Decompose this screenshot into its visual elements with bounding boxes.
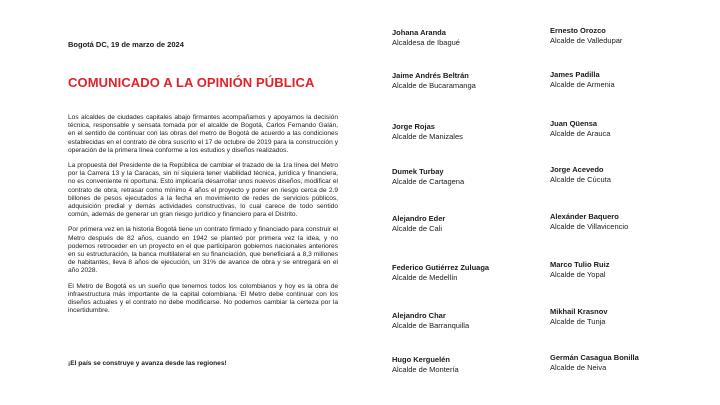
signatory-role: Alcalde de Manizales	[392, 132, 463, 141]
signatory-role: Alcalde de Villavicencio	[550, 222, 629, 231]
signatory-role: Alcalde de Cúcuta	[550, 175, 611, 184]
signatory-role: Alcalde de Armenia	[550, 80, 615, 89]
statement-paragraph-2: La propuesta del Presidente de la República de cambiar el trazado de la 1ra línea del Metro por la Carrera 13 y la Caracas, sin ni siquiera tener viabilidad técnica, jurídica y financiera, no es conveniente ni oportuna. Esto implicaría desarrollar unos nuevos diseños, modificar el contrato de obra, retrasar como mínimo 4 años el proyecto y poner en riesgo cerca de 2.9 billones de pesos ejecutados a la fecha en movimiento de redes de servicios públicos, adquisición predial y demás actividades constructivas, lo cual carece de todo sentido común, además de generar un gran riesgo jurídico y financiero para el Distrito.	[68, 162, 338, 219]
signatory-role: Alcalde de Neiva	[550, 363, 607, 372]
document-date: Bogotá DC, 19 de marzo de 2024	[68, 40, 184, 49]
signatory	[550, 165, 700, 185]
signatory	[392, 122, 542, 142]
signatory	[550, 260, 700, 280]
signatory-name: Alejandro Char	[392, 311, 446, 320]
statement-paragraph-1: Los alcaldes de ciudades capitales abajo firmantes acompañamos y apoyamos la decisión técnica, responsable y sensata tomada por el alcalde de Bogotá, Carlos Fernando Galán, en el sentido de continuar con las obras del metro de Bogotá de acuerdo a las condiciones establecidas en el contrato de obra suscrito el 17 de octubre de 2019 para la construcción y operación de la primera línea conforme a los estudios y diseños realizados.	[68, 114, 338, 154]
document-title: COMUNICADO A LA OPINIÓN PÚBLICA	[68, 75, 315, 90]
signatory-name: Jaime Andrés Beltrán	[392, 71, 469, 80]
signatory-name: Mikhail Krasnov	[550, 307, 608, 316]
signatory-role: Alcalde de Arauca	[550, 129, 611, 138]
signatory	[392, 355, 542, 375]
signatory	[550, 212, 700, 232]
signatory-name: Hugo Kerguelén	[392, 355, 450, 364]
signatory	[392, 167, 542, 187]
signatory	[392, 28, 542, 48]
closing-slogan: ¡El país se construye y avanza desde las regiones!	[68, 360, 227, 367]
signatory-name: Federico Gutiérrez Zuluaga	[392, 263, 490, 272]
signatory	[392, 214, 542, 234]
signatory	[550, 307, 700, 327]
signatory-name: Juan Qüensa	[550, 119, 598, 128]
signatory-name: Alexánder Baquero	[550, 212, 619, 221]
signatory-name: Ernesto Orozco	[550, 26, 606, 35]
signatory-name: James Padilla	[550, 70, 600, 79]
signatory	[392, 311, 542, 331]
statement-paragraph-3: Por primera vez en la historia Bogotá tiene un contrato firmado y financiado para construir el Metro después de 82 años, cuando en 1942 se planteó por primera vez la idea, y no podemos retroceder en un proyecto en el que participaron gobiernos nacionales anteriores en su estructuración, la banca multilateral en su financiación, que beneficiará a 8,3 millones de habitantes, lleva 8 años de ejecución, un 31% de avance de obra y se entregará en el año 2028.	[68, 226, 338, 275]
signatory-role: Alcalde de Cali	[392, 224, 443, 233]
signatory-role: Alcalde de Bucaramanga	[392, 81, 476, 90]
signatory	[550, 26, 700, 46]
signatory-role: Alcalde de Montería	[392, 365, 459, 374]
signatory-role: Alcalde de Barranquilla	[392, 321, 470, 330]
signatory-name: Jorge Rojas	[392, 122, 435, 131]
signatory-role: Alcalde de Tunja	[550, 317, 606, 326]
signatory-name: Dumek Turbay	[392, 167, 444, 176]
statement-paragraph-4: El Metro de Bogotá es un sueño que tenemos todos los colombianos y hoy es la obra de infraestructura más importante de la capital colombiana. El Metro debe continuar con los diseños actuales y el contrato no debe modificarse. No podemos cambiar la certeza por la incertidumbre.	[68, 282, 338, 315]
signatory-name: Marco Tulio Ruiz	[550, 260, 610, 269]
signatory-name: Germán Casagua Bonilla	[550, 353, 639, 362]
signatory	[392, 71, 542, 91]
signatory-role: Alcalde de Medellín	[392, 273, 458, 282]
signatory-role: Alcalde de Cartagena	[392, 177, 465, 186]
signatory-role: Alcalde de Yopal	[550, 270, 606, 279]
signatory-name: Alejandro Eder	[392, 214, 446, 223]
signatory	[550, 353, 700, 373]
statement-body	[68, 114, 338, 322]
signatory-role: Alcalde de Valledupar	[550, 36, 623, 45]
signatory	[550, 119, 700, 139]
signatory-name: Jorge Acevedo	[550, 165, 604, 174]
signatory	[550, 70, 700, 90]
signatory-name: Johana Aranda	[392, 28, 446, 37]
signatory-role: Alcaldesa de Ibagué	[392, 38, 460, 47]
signatory	[392, 263, 542, 283]
